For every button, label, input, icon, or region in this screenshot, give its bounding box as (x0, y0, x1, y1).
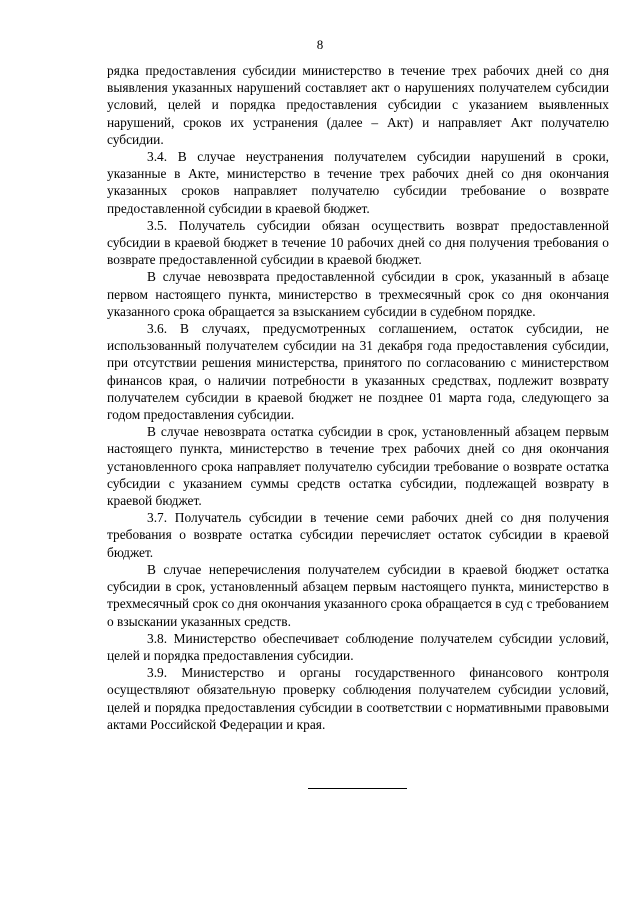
paragraph-continuation: рядка предоставления субсидии министерство в течение трех рабочих дней со дня выявления указанных нарушений составляет акт о нарушениях получателем субсидии условий, целей и порядка предоставления субсидии с указанием выявленных нарушений, сроков их устранения (далее – Акт) и направляет Акт получателю субсидии. (107, 63, 609, 147)
paragraph-3-4: 3.4. В случае неустранения получателем субсидии нарушений в сроки, указанные в Акте, министерство в течение трех рабочих дней со дня окончания указанных сроков направляет получателю субсидии требование о возврате предоставленной субсидии в краевой бюджет. (107, 149, 609, 216)
paragraph-3-6: 3.6. В случаях, предусмотренных соглашением, остаток субсидии, не использованный получателем субсидии на 31 декабря года предоставления субсидии, при отсутствии решения министерства, принятого по согласованию с министерством финансов края, о наличии потребности в указанных средствах, подлежит возврату получателем субсидии в краевой бюджет не позднее 01 марта года, следующего за годом предоставления субсидии. (107, 321, 609, 423)
paragraph-3-7-court: В случае неперечисления получателем субсидии в краевой бюджет остатка субсидии в срок, установленный абзацем первым настоящего пункта, министерство в трехмесячный срок со дня окончания указанного срока обращается в суд с требованием о взыскании указанных средств. (107, 561, 609, 629)
paragraph-3-5: 3.5. Получатель субсидии обязан осуществить возврат предоставленной субсидии в краевой бюджет в течение 10 рабочих дней со дня получения требования о возврате предоставленной субсидии в краевой бюджет. (107, 217, 609, 268)
paragraph-3-8: 3.8. Министерство обеспечивает соблюдение получателем субсидии условий, целей и порядка предоставления субсидии. (107, 630, 609, 663)
paragraph-3-7: 3.7. Получатель субсидии в течение семи рабочих дней со дня получения требования о возврате остатка субсидии перечисляет остаток субсидии в краевой бюджет. (107, 510, 609, 560)
footer-divider (308, 788, 407, 789)
document-body (107, 62, 609, 733)
paragraph-3-9: 3.9. Министерство и органы государственного финансового контроля осуществляют обязательную проверку соблюдения получателем субсидии условий, целей и порядка предоставления субсидии в соответствии с нормативными правовыми актами Российской Федерации и края. (107, 665, 609, 732)
paragraph-3-5-court: В случае невозврата предоставленной субсидии в срок, указанный в абзаце первом настоящего пункта, министерство в трехмесячный срок со дня окончания указанного срока обращается за взысканием субсидии в судебном порядке. (107, 269, 609, 319)
page-number: 8 (316, 37, 324, 52)
paragraph-3-6-demand: В случае невозврата остатка субсидии в срок, установленный абзацем первым настоящего пункта, министерство в течение трех рабочих дней со дня окончания установленного срока направляет получателю субсидии требование о возврате остатка субсидии с указанием суммы средств остатка субсидии, подлежащей возврату в краевой бюджет. (107, 424, 609, 509)
